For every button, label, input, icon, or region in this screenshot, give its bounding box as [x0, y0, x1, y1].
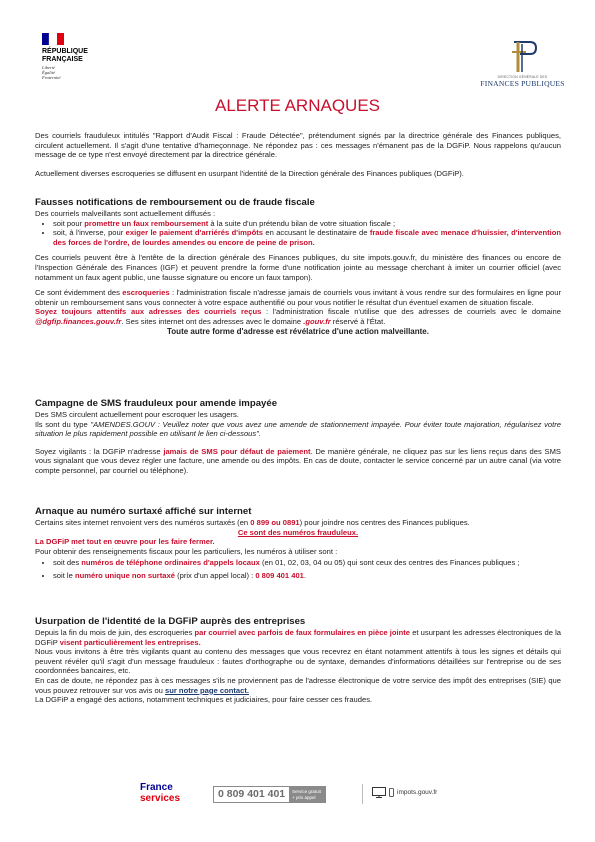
fs-line1: France	[140, 782, 173, 793]
s1-p2: Ce sont évidemment des escroqueries : l'administration fiscale n'adresse jamais de courriels vous invitant à vous rendre sur des formulaires en ligne pour obtenir un remboursement sans vous connecter à votre espace authentifié ou pour vous notifier le résultat d'un éventuel examen de situation fiscale.	[35, 288, 561, 307]
s4-p1: Depuis la fin du mois de juin, des escroqueries par courriel avec parfois de faux formulaires en pièce jointe et usurpant les adresses électroniques de la DGFiP visent particulièrement les entreprises.	[35, 628, 562, 647]
section-fake-notifications	[35, 197, 561, 336]
divider	[362, 784, 363, 804]
phone-number: 0 809 401 401	[255, 570, 304, 580]
section-heading: Arnaque au numéro surtaxé affiché sur internet	[35, 506, 252, 517]
dgfip-logo	[480, 38, 565, 98]
phone-icon	[389, 788, 394, 797]
s1-lead: Des courriels malveillants sont actuellement diffusés :	[35, 209, 216, 218]
s3-p1: Certains sites internet renvoient vers des numéros surtaxés (en 0 899 ou 0891) pour joindre nos centres des Finances publiques.	[35, 518, 470, 527]
list-item: • soit des numéros de téléphone ordinaires d'appels locaux (en 01, 02, 03, 04 ou 05) qui sont ceux des centres des Finances publiques ;	[53, 558, 561, 568]
page-title: ALERTE ARNAQUES	[214, 96, 381, 115]
site-block	[372, 787, 437, 798]
s1-bullets	[35, 219, 561, 248]
s1-warning: Toute autre forme d'adresse est révélatrice d'une action malveillante.	[167, 326, 429, 336]
dgfip-small: DIRECTION GÉNÉRALE DES	[497, 75, 548, 79]
intro-block	[35, 131, 561, 178]
phone-box	[213, 786, 326, 803]
rf-motto2: Égalité	[42, 70, 55, 75]
intro-p2: Actuellement diverses escroqueries se diffusent en usurpant l'identité de la Direction générale des Finances publiques (DGFiP).	[35, 168, 464, 178]
list-item: • soit, à l'inverse, pour exiger le paiement d'arriérés d'impôts en accusant le destinataire de fraude fiscale avec menace d'huissier, d'intervention des forces de l'ordre, de lourdes amendes ou encore de peine de prison.	[53, 228, 561, 247]
rf-line1: RÉPUBLIQUE	[42, 48, 88, 55]
section-premium-number	[35, 506, 561, 581]
intro-p1: Des courriels frauduleux intitulés "Rapport d'Audit Fiscal : Fraude Détectée", prétendument signés par la directrice générale des Finances publiques, circulent actuellement. Il s'agit d'une tentative d'hameçonnage. Ne répondez pas : ces messages n'émanent pas de la DGFiP. Nous rappelons qu'aucun message de ce type n'est envoyé directement par la directrice générale.	[35, 131, 561, 160]
s2-p1: Des SMS circulent actuellement pour escroquer les usagers.	[35, 410, 239, 419]
france-services-logo	[140, 782, 180, 804]
footer-badge: Service gratuit + prix appel	[289, 787, 325, 802]
s1-p1: Ces courriels peuvent être à l'entête de la direction générale des Finances publiques, du site impots.gouv.fr, du ministère des finances ou encore de l'Inspection Générale des Finances (IGF) et peuvent prendre la forme d'une notification jointe au message cherchant à imiter un courrier officiel (avec notamment un faux agent public, une fausse signature ou encore un faux tampon).	[35, 253, 561, 282]
rf-motto1: Liberté	[42, 65, 55, 70]
s1-p3: Soyez toujours attentifs aux adresses des courriels reçus : l'administration fiscale n'utilise que des adresses de courriels avec le domaine @dgfip.finances.gouv.fr. Ses sites internet ont des adresses avec le domaine .gouv.fr réservé à l'État.	[35, 307, 561, 326]
footer-site[interactable]: impots.gouv.fr	[397, 788, 438, 796]
fp-monogram-icon	[508, 38, 538, 74]
republique-francaise-logo	[42, 33, 112, 93]
section-sms-fraud	[35, 398, 561, 476]
s3-p3: La DGFiP met tout en œuvre pour les faire fermer.	[35, 537, 215, 547]
section-heading: Usurpation de l'identité de la DGFiP auprès des entreprises	[35, 616, 306, 627]
s2-p2: Ils sont du type "AMENDES.GOUV : Veuillez noter que vous avez une amende de stationnement impayée. Pour éviter toute majoration, régularisez votre situation le plus rapidement possible en utilisant le lien ci-dessous".	[35, 419, 562, 439]
dgfip-big: FINANCES PUBLIQUES	[480, 79, 565, 88]
s4-p3: En cas de doute, ne répondez pas à ces messages s'ils ne proviennent pas de l'adresse électronique de votre service des impôt des entreprises (SIE) que vous pouvez retrouver sur vos avis ou sur notre page contact.	[35, 675, 561, 695]
web-domain: .gouv.fr	[303, 316, 331, 326]
section-business-impersonation	[35, 616, 561, 705]
s4-p2: Nous vous invitons à être très vigilants quant au contenu des messages que vous recevrez en étant notamment attentifs à tous les signes et détails qui peuvent révéler qu'il s'agit d'un message frauduleux : fautes d'orthographe ou de syntaxe, demandes d'informations détaillées sur l'entreprise ou de ses coordonnées bancaires, etc.	[35, 647, 561, 676]
s4-p4: La DGFiP a engagé des actions, notamment techniques et judiciaires, pour faire cesser ces fraudes.	[35, 695, 373, 705]
rf-motto3: Fraternité	[42, 75, 61, 80]
rf-line2: FRANÇAISE	[42, 55, 83, 63]
contact-page-link[interactable]: sur notre page contact.	[165, 685, 249, 695]
footer-phone: 0 809 401 401	[218, 787, 286, 800]
s2-p3: Soyez vigilants : la DGFiP n'adresse jamais de SMS pour défaut de paiement. De manière générale, ne cliquez pas sur les liens reçus dans des SMS vous signalant que vous devez régler une facture, une amende ou des impôts. En cas de doute, contacter le service concerné par un autre canal (via votre compte personnel, par courriel ou téléphone).	[35, 446, 561, 475]
s3-p4: Pour obtenir des renseignements fiscaux pour les particuliers, les numéros à utiliser sont :	[35, 546, 338, 556]
email-domain: @dgfip.finances.gouv.fr	[35, 316, 122, 326]
monitor-icon	[372, 787, 386, 798]
section-heading: Fausses notifications de remboursement ou de fraude fiscale	[35, 197, 315, 208]
fs-line2: services	[140, 793, 181, 804]
list-item: • soit pour promettre un faux remboursement à la suite d'un prétendu bilan de votre situation fiscale ;	[53, 219, 561, 229]
footer	[140, 780, 460, 810]
s3-p2: Ce sont des numéros frauduleux.	[237, 527, 359, 537]
section-heading: Campagne de SMS frauduleux pour amende impayée	[35, 398, 278, 409]
list-item: • soit le numéro unique non surtaxé (prix d'un appel local) : 0 809 401 401.	[53, 571, 561, 581]
marianne-icon	[42, 33, 64, 45]
s3-bullets	[35, 558, 561, 580]
